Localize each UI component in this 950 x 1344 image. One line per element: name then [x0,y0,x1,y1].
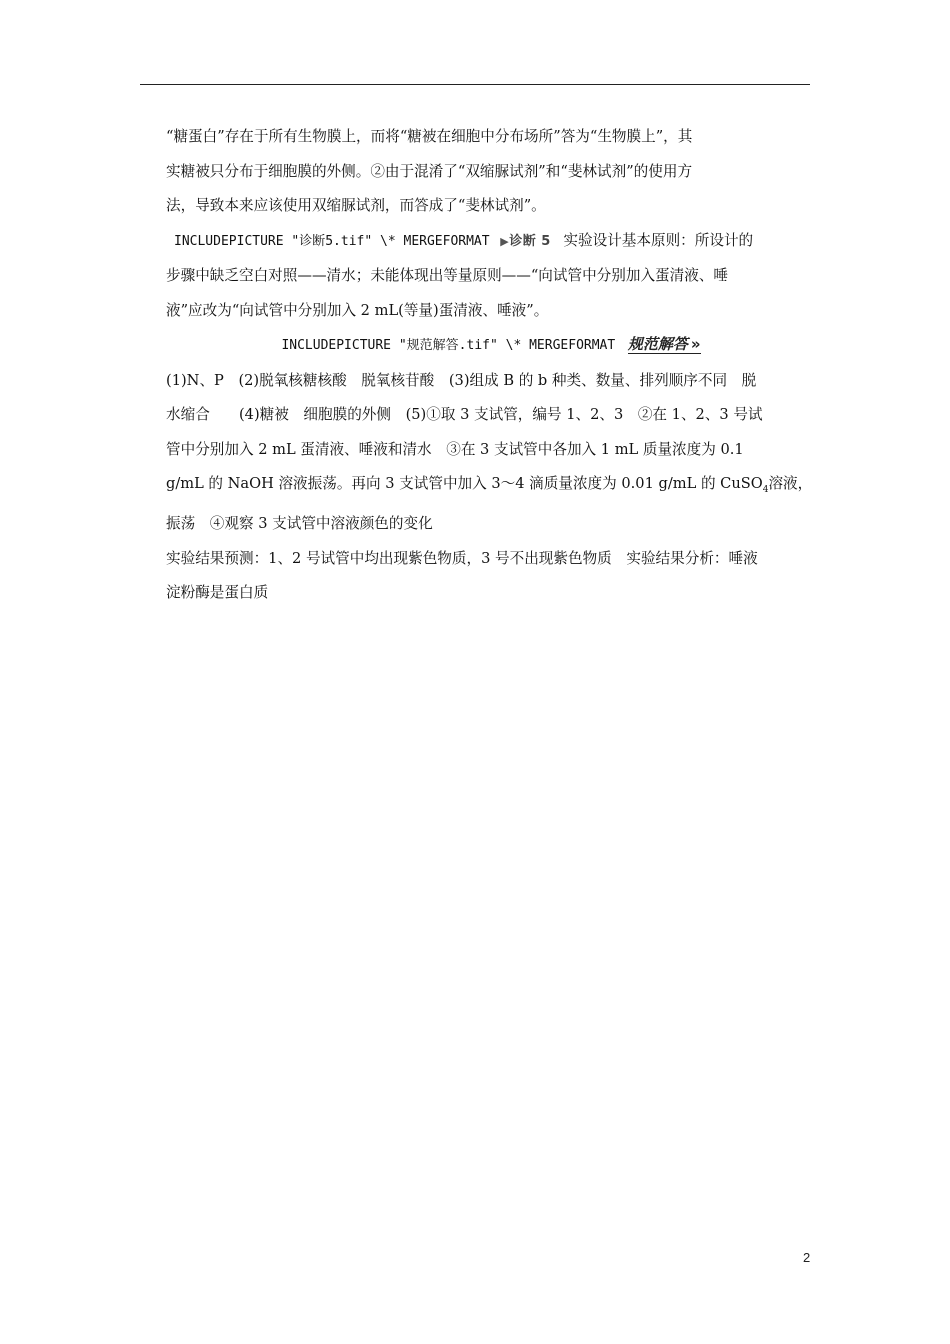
page-number: 2 [803,1250,811,1265]
answer-heading [166,328,816,364]
text-line: 水缩合 (4)糖被 细胞膜的外侧 (5)①取 3 支试管，编号 1、2、3 ②在 1、2、3 号试 [166,406,763,423]
diagnosis-badge-label: 诊断 5 [509,233,551,249]
text-line: 液”应改为“向试管中分别加入 2 mL(等量)蛋清液、唾液”。 [166,301,549,319]
text-segment: 溶液， [768,475,813,492]
diagnosis-line [166,224,816,260]
text-line: 实验设计基本原则：所设计的 [563,231,754,249]
double-chevron-icon: » [690,335,701,353]
text-line: 法，导致本来应该使用双缩脲试剂，而答成了“斐林试剂”。 [166,197,546,214]
text-line: 步骤中缺乏空白对照——清水；未能体现出等量原则——“向试管中分别加入蛋清液、唾 [166,267,729,284]
text-line: (1)N、P (2)脱氧核糖核酸 脱氧核苷酸 (3)组成 B 的 b 种类、数量、排列顺序不同 脱 [166,371,757,389]
standard-answer-badge [628,335,701,354]
standard-answer-label: 规范解答 [627,335,688,353]
field-code: INCLUDEPICTURE "诊断5.tif" \* MERGEFORMAT [174,233,490,249]
text-line: 管中分别加入 2 mL 蛋清液、唾液和清水 ③在 3 支试管中各加入 1 mL 质量浓度为 0.1 [166,440,744,458]
text-line: 实验结果预测：1、2 号试管中均出现紫色物质，3 号不出现紫色物质 实验结果分析：唾液 [166,549,758,567]
text-line: “糖蛋白”存在于所有生物膜上，而将“糖被在细胞中分布场所”答为“生物膜上”，其 [166,128,693,145]
header-rule [140,84,810,85]
subscript: 4 [762,484,769,495]
triangle-icon: ▶ [500,234,510,248]
text-line: 振荡 ④观察 3 支试管中溶液颜色的变化 [166,515,433,533]
field-code: INCLUDEPICTURE "规范解答.tif" \* MERGEFORMAT [281,338,616,353]
text-line: 实糖被只分布于细胞膜的外侧。②由于混淆了“双缩脲试剂”和“斐林试剂”的使用方 [166,162,693,180]
document-body [166,120,816,611]
text-line: 淀粉酶是蛋白质 [166,584,269,602]
text-segment: g/mL 的 NaOH 溶液振荡。再向 3 支试管中加入 3～4 滴质量浓度为 0.01 g/mL 的 CuSO [166,475,763,492]
diagnosis-badge [500,225,551,260]
text-line [166,467,816,507]
